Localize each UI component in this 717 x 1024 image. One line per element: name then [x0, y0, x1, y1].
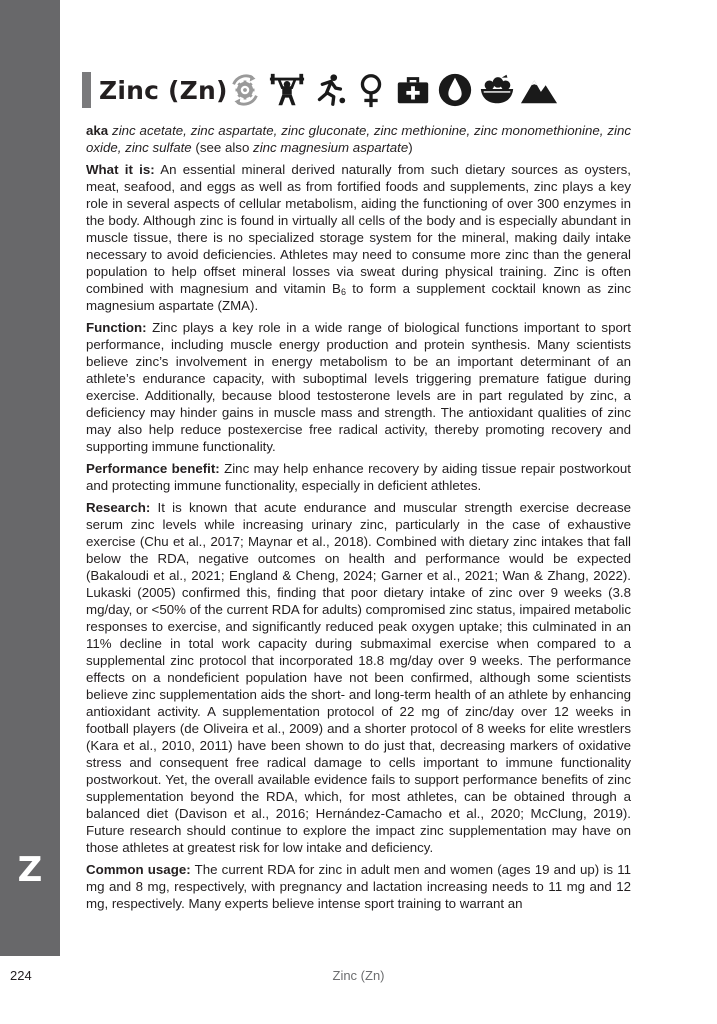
- function-text: Zinc plays a key role in a wide range of biological functions important to sport performance, including muscle energy production and protein synthesis. Many scientists believe zinc’s involvement in energy metabolism to be an important determinant of an athlete’s endurance capacity, with suboptimal levels triggering premature fatigue during exercise. Additionally, because blood testosterone levels are in part regulated by zinc, a deficiency may hinder gains in muscle mass and strength. The antioxidant qualities of zinc may also help reduce postexercise free radical activity, thereby promoting recovery and supporting immune functionality.: [86, 320, 631, 454]
- sidebar-tab: [0, 0, 60, 956]
- page-title: Zinc (Zn): [99, 75, 228, 105]
- heading-bar: [82, 72, 91, 108]
- altitude-mountain-icon: [520, 71, 558, 109]
- what-it-is-label: What it is:: [86, 162, 155, 177]
- research-paragraph: [86, 499, 631, 856]
- section-letter-tab: Z: [17, 850, 43, 890]
- research-label: Research:: [86, 500, 151, 515]
- category-icons: [226, 70, 562, 110]
- function-label: Function:: [86, 320, 147, 335]
- common-usage-paragraph: [86, 861, 631, 912]
- strength-weightlifter-icon: [268, 71, 306, 109]
- see-also-name: zinc magnesium aspartate: [253, 140, 409, 155]
- see-also-suffix: ): [408, 140, 413, 155]
- see-also-prefix: (see also: [191, 140, 254, 155]
- vitamin-b-subscript: 6: [340, 287, 346, 297]
- research-text: It is known that acute endurance and muscular strength exercise decrease serum zinc levels while increasing urinary zinc, particularly in the case of exhaustive exercise (Chu et al., 2017; Maynar et al., 2018). Combined with dietary zinc intakes that fall below the RDA, negative outcomes on health and performance would be expected (Bakaloudi et al., 2021; England & Cheng, 2024; Garner et al., 2021; Wan & Zhang, 2022). Lukaski (2005) confirmed this, finding that poor dietary intake of zinc over 9 weeks (3.8 mg/day, or <50% of the current RDA for adults) compromised zinc status, impaired metabolic responses to exercise, and significantly reduced peak oxygen uptake; this culminated in an 11% decline in total work capacity during submaximal exercise when compared to a supplemental zinc protocol that incorporated 18.8 mg/day over 9 weeks. The performance effects on a nondeficient population have not been confirmed, although some scientists believe zinc supplementation aids the short- and long-term health of an athlete by enhancing antioxidant activity. A supplementation protocol of 22 mg of zinc/​day over 12 weeks in football players (de Oliveira et al., 2009) and a shorter protocol of 8 weeks for elite wrestlers (Kara et al., 2010, 2011) have been shown to do just that, decreasing markers of oxidative stress and consequent free radical damage to cells important to immune functionality postworkout. Yet, the overall available evidence fails to support performance benefits of zinc supplementation beyond the RDA, which, for most athletes, can be obtained through a balanced diet (Davison et al., 2016; Hernández-​Camacho et al., 2020; McClung, 2019). Future research should continue to explore the impact zinc supplementation may have on those athletes at greatest risk for low intake and deficiency.: [86, 500, 631, 855]
- what-it-is-paragraph: [86, 161, 631, 314]
- nutrition-fruit-bowl-icon: [478, 71, 516, 109]
- function-paragraph: [86, 319, 631, 455]
- page-number: 224: [10, 968, 32, 983]
- running-title: Zinc (Zn): [332, 968, 385, 983]
- recovery-gears-icon: [226, 71, 264, 109]
- health-first-aid-kit-icon: [394, 71, 432, 109]
- aka-label: aka: [86, 123, 109, 138]
- female-symbol-icon: [352, 71, 390, 109]
- performance-benefit-paragraph: [86, 460, 631, 494]
- hydration-drop-icon: [436, 71, 474, 109]
- what-it-is-text-end: to form a supplement cocktail known as zinc magnesium aspartate (ZMA).: [86, 281, 631, 313]
- common-usage-text: The current RDA for zinc in adult men and women (ages 19 and up) is 11 mg and 8 mg, respectively, with pregnancy and lactation increasing needs to 11 mg and 12 mg, respectively. Many experts believe intense sport training to warrant an: [86, 862, 631, 911]
- performance-benefit-text: Zinc may help enhance recovery by aiding tissue repair postworkout and protecting immune functionality, especially in deficient athletes.: [86, 461, 631, 493]
- entry-heading: [82, 68, 228, 112]
- aka-paragraph: [86, 122, 631, 156]
- entry-body: [86, 122, 631, 917]
- endurance-runner-icon: [310, 71, 348, 109]
- common-usage-label: Common usage:: [86, 862, 191, 877]
- aka-names: zinc acetate, zinc aspartate, zinc gluconate, zinc methionine, zinc monomethionine, zinc oxide, zinc sulfate: [86, 123, 631, 155]
- what-it-is-text: An essential mineral derived naturally from such dietary sources as oysters, meat, seafood, and eggs as well as from fortified foods and supplements, zinc plays a key role in several aspects of cellular metabolism, aiding the functioning of over 300 enzymes in the body. Although zinc is found in virtually all cells of the body and is especially abundant in muscle tissue, there is no specialized storage system for the mineral, making daily intake necessary to avoid deficiencies. Athletes may need to consume more zinc than the general population to help offset mineral losses via sweat during physical training. Zinc is often combined with magnesium and vitamin B: [86, 162, 631, 296]
- performance-benefit-label: Performance benefit:: [86, 461, 220, 476]
